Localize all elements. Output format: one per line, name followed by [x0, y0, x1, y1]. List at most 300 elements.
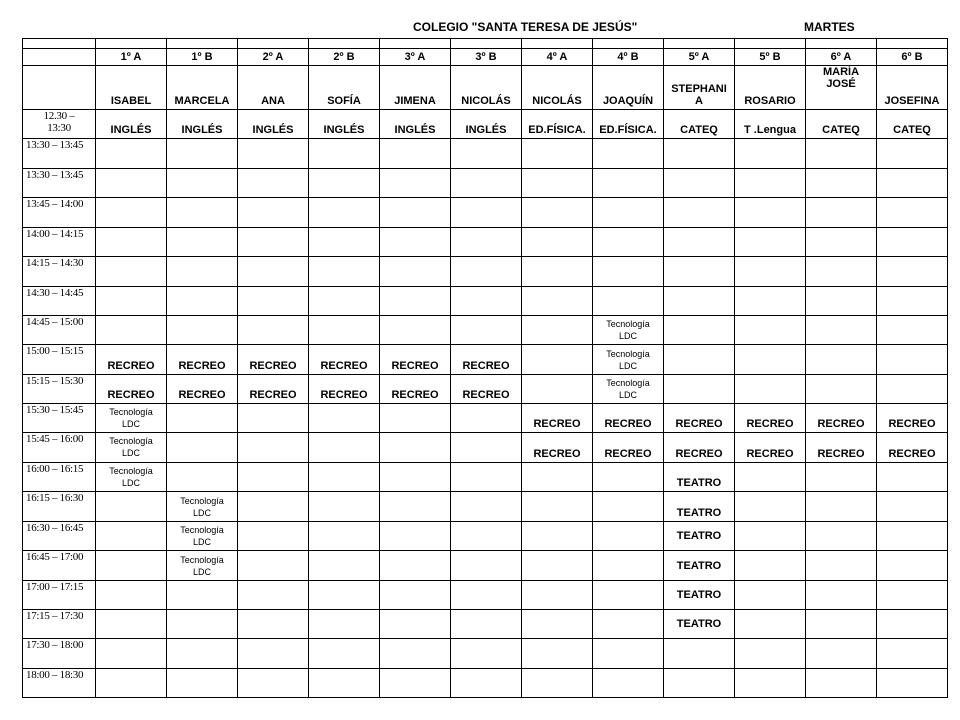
time-cell: 17:00 – 17:15: [23, 581, 96, 610]
empty-cell: [522, 198, 593, 228]
empty-cell: [309, 228, 380, 257]
empty-cell: [167, 287, 238, 316]
empty-cell: [309, 198, 380, 228]
empty-cell: [238, 492, 309, 522]
empty-cell: [380, 522, 451, 551]
time-cell: 18:00 – 18:30: [23, 669, 96, 698]
subject-cell: INGLÉS: [309, 110, 380, 139]
empty-cell: [96, 522, 167, 551]
empty-cell: [593, 522, 664, 551]
tech-line: LDC: [121, 419, 140, 429]
time-cell: 16:00 – 16:15: [23, 463, 96, 492]
empty-cell: [522, 551, 593, 581]
tech-line: Tecnología: [606, 348, 650, 359]
empty-cell: [96, 139, 167, 169]
empty-cell: [735, 610, 806, 639]
teacher-header: [806, 66, 877, 110]
group-header: 6º B: [877, 49, 948, 66]
time-cell: 15:30 – 15:45: [23, 404, 96, 433]
teatro-cell: TEATRO: [664, 492, 735, 522]
empty-cell: [451, 610, 522, 639]
tech-line: LDC: [192, 537, 211, 547]
empty-cell: [806, 375, 877, 404]
empty-cell: [735, 198, 806, 228]
time-cell: 14:00 – 14:15: [23, 228, 96, 257]
empty-cell: [96, 39, 167, 49]
empty-cell: [877, 522, 948, 551]
empty-cell: [96, 581, 167, 610]
empty-cell: [522, 375, 593, 404]
empty-cell: [522, 581, 593, 610]
table-row: [23, 404, 948, 433]
recreo-cell: RECREO: [451, 375, 522, 404]
empty-cell: [309, 669, 380, 698]
table-row: [23, 39, 948, 49]
tech-line: Tecnología: [109, 466, 153, 476]
empty-cell: [309, 39, 380, 49]
teatro-cell: TEATRO: [664, 551, 735, 581]
empty-cell: [806, 639, 877, 669]
tech-line: Tecnología: [109, 436, 153, 446]
empty-cell: [522, 169, 593, 198]
empty-cell: [380, 669, 451, 698]
empty-cell: [593, 639, 664, 669]
empty-cell: [735, 257, 806, 287]
empty-cell: [806, 345, 877, 375]
group-header: 4º A: [522, 49, 593, 66]
empty-cell: [451, 463, 522, 492]
empty-cell: [806, 551, 877, 581]
tech-cell: [96, 404, 167, 433]
empty-cell: [380, 39, 451, 49]
recreo-cell: RECREO: [735, 404, 806, 433]
time-line: 13:30: [47, 122, 71, 134]
table-row: [23, 492, 948, 522]
empty-cell: [23, 66, 96, 110]
empty-cell: [167, 198, 238, 228]
empty-cell: [593, 581, 664, 610]
empty-cell: [96, 169, 167, 198]
table-row: [23, 345, 948, 375]
empty-cell: [522, 669, 593, 698]
empty-cell: [522, 228, 593, 257]
tech-line: LDC: [192, 566, 211, 577]
empty-cell: [593, 463, 664, 492]
subject-cell: ED.FÍSICA.: [593, 110, 664, 139]
tech-line: Tecnología: [606, 319, 650, 329]
empty-cell: [309, 463, 380, 492]
empty-cell: [735, 139, 806, 169]
empty-cell: [735, 669, 806, 698]
empty-cell: [380, 404, 451, 433]
empty-cell: [522, 316, 593, 345]
empty-cell: [877, 316, 948, 345]
empty-cell: [167, 139, 238, 169]
empty-cell: [806, 669, 877, 698]
empty-cell: [451, 639, 522, 669]
empty-cell: [593, 228, 664, 257]
time-cell: 17:30 – 18:00: [23, 639, 96, 669]
empty-cell: [735, 375, 806, 404]
empty-cell: [735, 169, 806, 198]
recreo-cell: RECREO: [309, 375, 380, 404]
table-row: [23, 375, 948, 404]
empty-cell: [451, 228, 522, 257]
tech-line: Tecnología: [180, 525, 224, 535]
empty-cell: [451, 492, 522, 522]
empty-cell: [451, 551, 522, 581]
subject-cell: INGLÉS: [96, 110, 167, 139]
empty-cell: [522, 610, 593, 639]
table-row: [23, 139, 948, 169]
tech-cell: [167, 522, 238, 551]
empty-cell: [735, 39, 806, 49]
group-header: 5º A: [664, 49, 735, 66]
empty-cell: [309, 257, 380, 287]
empty-cell: [806, 39, 877, 49]
recreo-cell: RECREO: [664, 433, 735, 463]
empty-cell: [380, 316, 451, 345]
subject-cell: INGLÉS: [167, 110, 238, 139]
empty-cell: [167, 316, 238, 345]
teacher-header: [664, 66, 735, 110]
empty-cell: [309, 610, 380, 639]
day-label: MARTES: [804, 20, 855, 34]
empty-cell: [451, 433, 522, 463]
empty-cell: [664, 639, 735, 669]
empty-cell: [96, 551, 167, 581]
table-row: [23, 198, 948, 228]
empty-cell: [167, 639, 238, 669]
empty-cell: [309, 639, 380, 669]
empty-cell: [877, 228, 948, 257]
table-row: [23, 49, 948, 66]
empty-cell: [380, 581, 451, 610]
empty-cell: [664, 139, 735, 169]
empty-cell: [877, 375, 948, 404]
empty-cell: [806, 463, 877, 492]
teacher-line: A: [695, 95, 703, 107]
recreo-cell: RECREO: [877, 433, 948, 463]
table-row: [23, 257, 948, 287]
empty-cell: [664, 345, 735, 375]
empty-cell: [96, 492, 167, 522]
empty-cell: [451, 257, 522, 287]
empty-cell: [522, 287, 593, 316]
group-header: 1º A: [96, 49, 167, 66]
empty-cell: [593, 198, 664, 228]
empty-cell: [238, 551, 309, 581]
empty-cell: [877, 492, 948, 522]
teatro-cell: TEATRO: [664, 522, 735, 551]
time-cell: 13:30 – 13:45: [23, 169, 96, 198]
empty-cell: [238, 228, 309, 257]
empty-cell: [806, 169, 877, 198]
empty-cell: [593, 169, 664, 198]
empty-cell: [451, 139, 522, 169]
empty-cell: [309, 139, 380, 169]
empty-cell: [238, 581, 309, 610]
empty-cell: [167, 257, 238, 287]
empty-cell: [238, 39, 309, 49]
tech-line: LDC: [121, 448, 140, 458]
recreo-cell: RECREO: [238, 375, 309, 404]
table-row: [23, 551, 948, 581]
time-cell: 14:15 – 14:30: [23, 257, 96, 287]
table-row: [23, 66, 948, 110]
empty-cell: [877, 463, 948, 492]
empty-cell: [593, 139, 664, 169]
empty-cell: [877, 639, 948, 669]
empty-cell: [380, 639, 451, 669]
group-header: 4º B: [593, 49, 664, 66]
empty-cell: [735, 316, 806, 345]
empty-cell: [451, 669, 522, 698]
empty-cell: [593, 492, 664, 522]
empty-cell: [238, 669, 309, 698]
time-cell: 16:45 – 17:00: [23, 551, 96, 581]
group-header: 1º B: [167, 49, 238, 66]
empty-cell: [522, 39, 593, 49]
tech-cell: [593, 316, 664, 345]
empty-cell: [806, 492, 877, 522]
empty-cell: [735, 287, 806, 316]
tech-line: LDC: [618, 360, 637, 371]
empty-cell: [593, 551, 664, 581]
group-header: 2º B: [309, 49, 380, 66]
teacher-header: NICOLÁS: [451, 66, 522, 110]
empty-cell: [593, 669, 664, 698]
empty-cell: [96, 669, 167, 698]
group-header: 3º A: [380, 49, 451, 66]
empty-cell: [593, 257, 664, 287]
recreo-cell: RECREO: [806, 404, 877, 433]
empty-cell: [664, 287, 735, 316]
empty-cell: [380, 198, 451, 228]
empty-cell: [380, 551, 451, 581]
empty-cell: [309, 316, 380, 345]
recreo-cell: RECREO: [96, 375, 167, 404]
empty-cell: [806, 316, 877, 345]
table-row: [23, 110, 948, 139]
empty-cell: [806, 522, 877, 551]
empty-cell: [877, 581, 948, 610]
empty-cell: [96, 639, 167, 669]
empty-cell: [451, 522, 522, 551]
empty-cell: [167, 433, 238, 463]
empty-cell: [309, 581, 380, 610]
table-row: [23, 581, 948, 610]
empty-cell: [238, 433, 309, 463]
empty-cell: [309, 522, 380, 551]
recreo-cell: RECREO: [664, 404, 735, 433]
subject-cell: CATEQ: [877, 110, 948, 139]
empty-cell: [96, 257, 167, 287]
empty-cell: [735, 463, 806, 492]
empty-cell: [877, 551, 948, 581]
empty-cell: [451, 316, 522, 345]
tech-line: LDC: [618, 331, 637, 341]
teacher-header: ROSARIO: [735, 66, 806, 110]
empty-cell: [167, 228, 238, 257]
subject-cell: ED.FÍSICA.: [522, 110, 593, 139]
empty-cell: [238, 257, 309, 287]
teacher-line: STEPHANI: [671, 83, 727, 95]
teacher-header: MARCELA: [167, 66, 238, 110]
empty-cell: [380, 287, 451, 316]
empty-cell: [380, 463, 451, 492]
empty-cell: [877, 287, 948, 316]
empty-cell: [735, 522, 806, 551]
empty-cell: [877, 669, 948, 698]
empty-cell: [23, 49, 96, 66]
empty-cell: [167, 581, 238, 610]
tech-cell: [167, 492, 238, 522]
empty-cell: [380, 228, 451, 257]
time-cell: 15:45 – 16:00: [23, 433, 96, 463]
empty-cell: [451, 39, 522, 49]
empty-cell: [735, 345, 806, 375]
recreo-cell: RECREO: [877, 404, 948, 433]
time-cell: 15:15 – 15:30: [23, 375, 96, 404]
table-row: [23, 287, 948, 316]
time-cell: 13:45 – 14:00: [23, 198, 96, 228]
recreo-cell: RECREO: [522, 433, 593, 463]
empty-cell: [877, 169, 948, 198]
recreo-cell: RECREO: [167, 375, 238, 404]
tech-line: Tecnología: [180, 495, 224, 506]
empty-cell: [238, 463, 309, 492]
empty-cell: [451, 198, 522, 228]
empty-cell: [664, 198, 735, 228]
teacher-header: ISABEL: [96, 66, 167, 110]
empty-cell: [309, 551, 380, 581]
group-header: 3º B: [451, 49, 522, 66]
teacher-header: JOAQUÍN: [593, 66, 664, 110]
teacher-header: SOFÍA: [309, 66, 380, 110]
empty-cell: [96, 610, 167, 639]
recreo-cell: RECREO: [238, 345, 309, 375]
group-header: 5º B: [735, 49, 806, 66]
empty-cell: [238, 287, 309, 316]
empty-cell: [806, 610, 877, 639]
tech-cell: [96, 433, 167, 463]
empty-cell: [806, 287, 877, 316]
empty-cell: [451, 169, 522, 198]
empty-cell: [735, 228, 806, 257]
empty-cell: [522, 639, 593, 669]
subject-cell: INGLÉS: [451, 110, 522, 139]
empty-cell: [877, 257, 948, 287]
subject-cell: INGLÉS: [380, 110, 451, 139]
title-row: [0, 0, 960, 38]
empty-cell: [380, 492, 451, 522]
empty-cell: [96, 316, 167, 345]
teatro-cell: TEATRO: [664, 463, 735, 492]
empty-cell: [522, 492, 593, 522]
empty-cell: [522, 463, 593, 492]
recreo-cell: RECREO: [96, 345, 167, 375]
recreo-cell: RECREO: [451, 345, 522, 375]
teacher-header: JOSEFINA: [877, 66, 948, 110]
empty-cell: [380, 433, 451, 463]
empty-cell: [238, 169, 309, 198]
empty-cell: [380, 257, 451, 287]
time-cell: 14:30 – 14:45: [23, 287, 96, 316]
empty-cell: [167, 169, 238, 198]
empty-cell: [806, 198, 877, 228]
empty-cell: [735, 551, 806, 581]
empty-cell: [167, 610, 238, 639]
empty-cell: [806, 257, 877, 287]
recreo-cell: RECREO: [380, 375, 451, 404]
tech-line: Tecnología: [606, 378, 650, 388]
empty-cell: [309, 433, 380, 463]
tech-line: LDC: [192, 507, 211, 518]
table-row: [23, 522, 948, 551]
empty-cell: [238, 639, 309, 669]
empty-cell: [96, 287, 167, 316]
school-title: COLEGIO "SANTA TERESA DE JESÚS": [413, 20, 638, 34]
empty-cell: [167, 463, 238, 492]
empty-cell: [23, 39, 96, 49]
tech-cell: [593, 375, 664, 404]
tech-cell: [167, 551, 238, 581]
group-header: 6º A: [806, 49, 877, 66]
teacher-header: NICOLÁS: [522, 66, 593, 110]
empty-cell: [806, 228, 877, 257]
teacher-line: MARÍA: [822, 66, 860, 78]
tech-line: Tecnología: [180, 554, 224, 565]
empty-cell: [309, 404, 380, 433]
teatro-cell: TEATRO: [664, 581, 735, 610]
empty-cell: [593, 39, 664, 49]
empty-cell: [238, 139, 309, 169]
time-cell: [23, 110, 96, 139]
empty-cell: [877, 610, 948, 639]
empty-cell: [238, 198, 309, 228]
table-row: [23, 433, 948, 463]
time-cell: 17:15 – 17:30: [23, 610, 96, 639]
subject-cell: T .Lengua: [735, 110, 806, 139]
empty-cell: [309, 169, 380, 198]
table-row: [23, 639, 948, 669]
empty-cell: [806, 139, 877, 169]
time-cell: 16:15 – 16:30: [23, 492, 96, 522]
teatro-cell: TEATRO: [664, 610, 735, 639]
empty-cell: [451, 287, 522, 316]
empty-cell: [522, 345, 593, 375]
subject-cell: CATEQ: [806, 110, 877, 139]
empty-cell: [664, 375, 735, 404]
teacher-header: ANA: [238, 66, 309, 110]
table-row: [23, 463, 948, 492]
empty-cell: [664, 316, 735, 345]
table-row: [23, 169, 948, 198]
table-row: [23, 610, 948, 639]
recreo-cell: RECREO: [735, 433, 806, 463]
empty-cell: [664, 669, 735, 698]
empty-cell: [167, 669, 238, 698]
time-cell: 16:30 – 16:45: [23, 522, 96, 551]
time-cell: 14:45 – 15:00: [23, 316, 96, 345]
recreo-cell: RECREO: [806, 433, 877, 463]
empty-cell: [664, 169, 735, 198]
empty-cell: [451, 581, 522, 610]
table-row: [23, 669, 948, 698]
empty-cell: [664, 39, 735, 49]
table-row: [23, 316, 948, 345]
